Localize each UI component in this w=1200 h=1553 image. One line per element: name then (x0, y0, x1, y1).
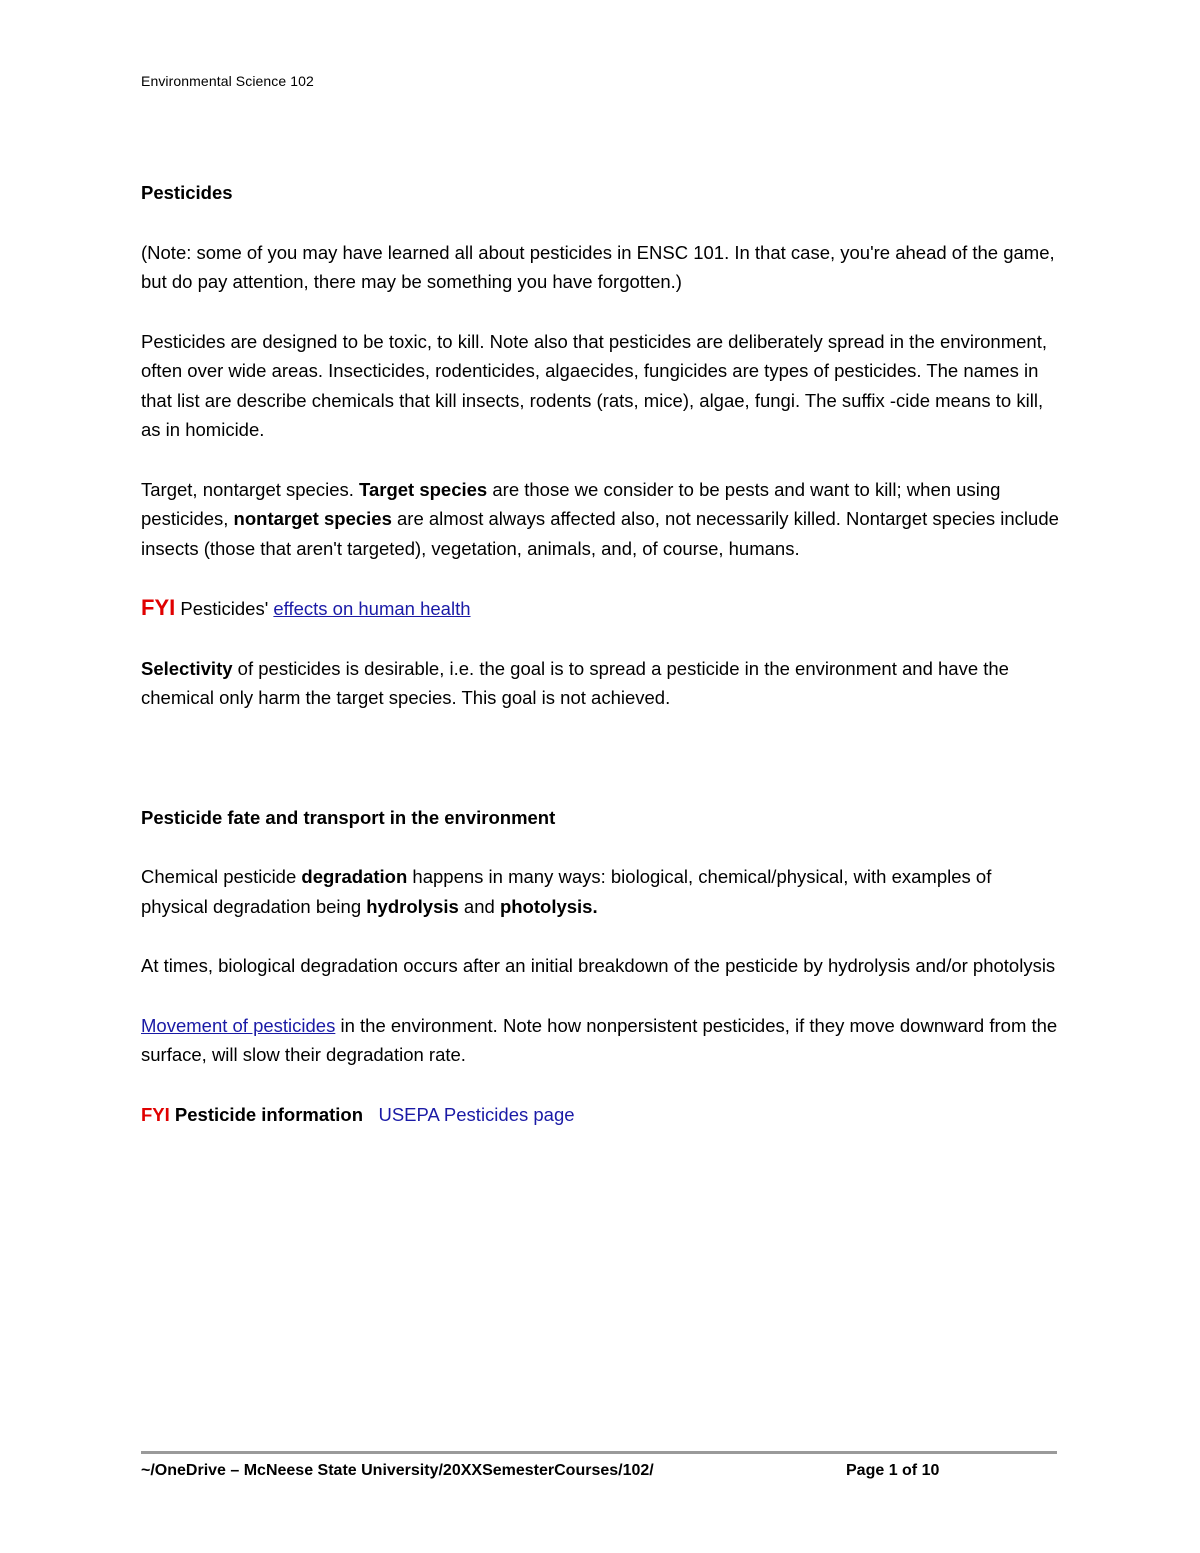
nontarget-species-term: nontarget species (233, 508, 392, 529)
target-species-term: Target species (359, 478, 488, 500)
document-body (141, 178, 1061, 1159)
target-mid: are those we consider to be pests and want to kill; when using pesticides, (141, 478, 1001, 529)
target-species-paragraph (141, 475, 1061, 564)
degradation-term: degradation (301, 866, 408, 887)
note-paragraph: (Note: some of you may have learned all about pesticides in ENSC 101. In that case, you're ahead of the game, but do pay attention, there may be something you have forgotten.) (141, 241, 1055, 292)
degradation-mid: happens in many ways: biological, chemical/physical, with examples of physical degradation being (141, 866, 992, 917)
footer-path: ~/OneDrive – McNeese State University/20XXSemesterCourses/102/ (141, 1462, 654, 1479)
fyi-info-paragraph (141, 1100, 1061, 1130)
movement-rest: in the environment. Note how nonpersistent pesticides, if they move downward from the surface, will slow their degradation rate. (141, 1014, 1058, 1065)
effects-on-human-health-link[interactable]: effects on human health (273, 598, 471, 619)
page-header: Environmental Science 102 (141, 73, 314, 89)
fyi-health-paragraph (141, 593, 1061, 624)
usepa-pesticides-link[interactable]: USEPA Pesticides page (378, 1103, 575, 1125)
footer-divider (141, 1451, 1057, 1454)
photolysis-term: photolysis (499, 895, 593, 917)
fyi-label-2: FYI (141, 1103, 170, 1125)
fyi-health-text: Pesticides' (175, 598, 274, 619)
hydrolysis-term: hydrolysis (366, 895, 459, 917)
at-times-paragraph: At times, biological degradation occurs after an initial breakdown of the pesticide by hydrolysis and/or photolysis (141, 955, 1056, 976)
degradation-paragraph (141, 862, 1061, 921)
section-spacer (141, 743, 1061, 803)
designed-paragraph: Pesticides are designed to be toxic, to kill. Note also that pesticides are deliberately spread in the environment, often over wide areas. Insecticides, rodenticides, algaecides, fungicides are types of pesticides. The names in that list are describe chemicals that kill insects, rodents (rats, mice), algae, fungi. The suffix -cide means to kill, as in homicide. (141, 330, 1047, 440)
footer-page-number: Page 1 of 10 (846, 1462, 940, 1479)
movement-of-pesticides-link[interactable]: Movement of pesticides (141, 1014, 336, 1036)
degradation-pre: Chemical pesticide (141, 866, 302, 887)
selectivity-term: Selectivity (141, 657, 233, 679)
section-title-fate-transport: Pesticide fate and transport in the environment (141, 806, 556, 828)
degradation-and: and (458, 895, 500, 917)
target-intro: Target, nontarget species. (141, 478, 360, 500)
movement-paragraph (141, 1011, 1061, 1070)
selectivity-rest: of pesticides is desirable, i.e. the goal is to spread a pesticide in the environment and have the chemical only harm the target species. This goal is not achieved. (141, 657, 1009, 708)
degradation-end: . (592, 895, 598, 917)
pesticide-information-text: Pesticide information (169, 1103, 369, 1125)
selectivity-paragraph (141, 654, 1061, 713)
target-rest: are almost always affected also, not necessarily killed. Nontarget species include insects (those that aren't targeted), vegetation, animals, and, of course, humans. (141, 508, 1059, 559)
section-title-pesticides: Pesticides (141, 182, 233, 203)
fyi-label: FYI (141, 595, 176, 620)
